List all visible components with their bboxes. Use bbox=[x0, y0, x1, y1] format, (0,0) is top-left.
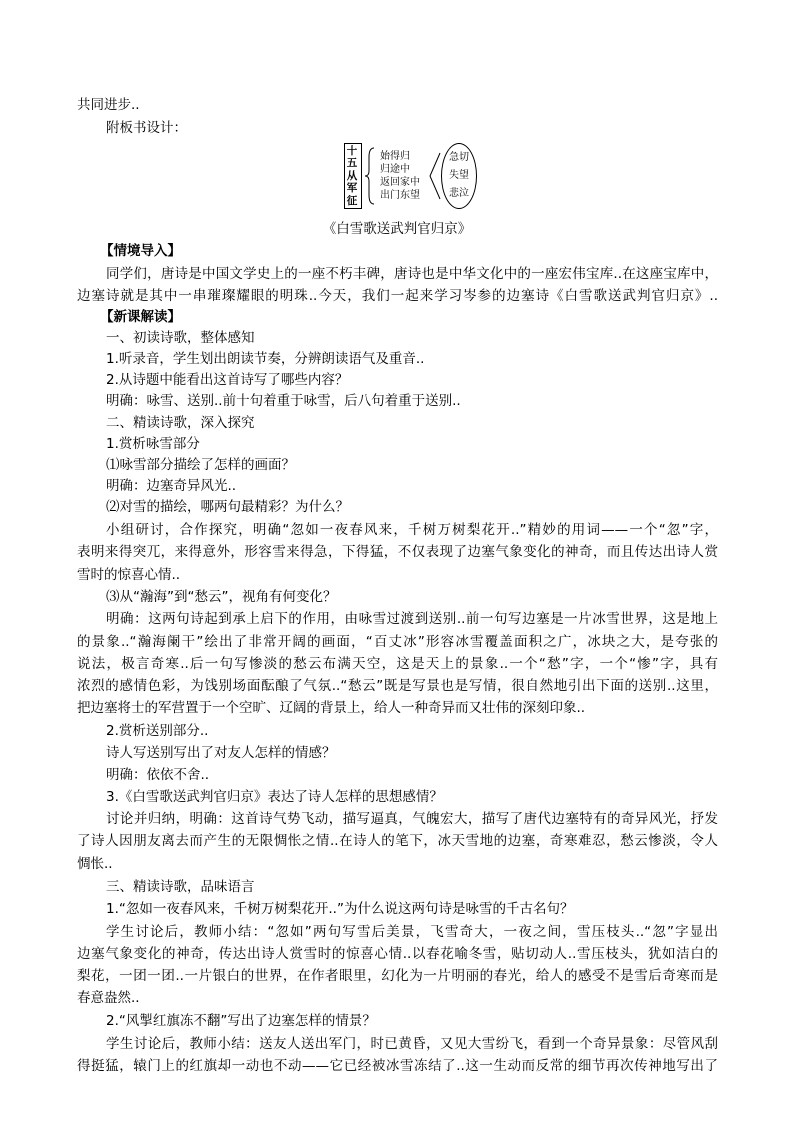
text-line: 3.《白雪歌送武判官归京》表达了诗人怎样的思想感情？ bbox=[106, 789, 443, 805]
text-line: 诗人写送别写出了对友人怎样的情感？ bbox=[106, 745, 336, 761]
text-line: 得挺猛，辕门上的红旗却一动也不动——它已经被冰雪冻结了..这一生动而反常的细节再次传神地写出了 bbox=[77, 1058, 718, 1074]
text-line: 2.赏析送别部分.. bbox=[106, 723, 209, 739]
text-line: 讨论并归纳，明确：这首诗气势飞动，描写逼真，气魄宏大，描写了唐代边塞特有的奇异风光，抒发 bbox=[106, 811, 718, 827]
text-line: ⑴咏雪部分描绘了怎样的画面？ bbox=[106, 457, 295, 473]
text-line: 学生讨论后，教师小结：送友人送出军门，时已黄昏，又见大雪纷飞，看到一个奇异景象：尽管风刮 bbox=[106, 1036, 718, 1052]
section-heading: 【新课解读】 bbox=[100, 309, 181, 325]
text-line: 1.“忽如一夜春风来，千树万树梨花开..”为什么说这两句诗是咏雪的千古名句？ bbox=[106, 901, 574, 917]
text-line: 1.赏析咏雪部分 bbox=[106, 436, 200, 452]
text-line: 明确：依依不舍.. bbox=[106, 767, 210, 783]
board-right-list: 急切 失望 悲泣 bbox=[449, 152, 469, 199]
text-line: 边塞诗就是其中一串璀璨耀眼的明珠..今天，我们一起来学习岑参的边塞诗《白雪歌送武判官归京》.. bbox=[77, 288, 718, 304]
text-line: 梨花，一团一团..一片银白的世界，在作者眼里，幻化为一片明丽的春光，给人的感受不是雪后奇寒而是 bbox=[77, 968, 718, 984]
text-line: 二、精读诗歌，深入探究 bbox=[106, 415, 255, 431]
text-line: 春意盎然.. bbox=[77, 990, 140, 1006]
text-line: 了诗人因朋友离去而产生的无限惆怅之情..在诗人的笔下，冰天雪地的边塞，奇寒难忍，愁云惨淡，令人 bbox=[77, 833, 718, 849]
text-line: 明确：边塞奇异风光.. bbox=[106, 478, 237, 494]
text-line: 的景象..“瀚海阑干”绘出了非常开阔的画面，“百丈冰”形容冰雪覆盖面积之广，冰块之大，是夸张的 bbox=[77, 634, 718, 650]
text-line: 说法，极言奇寒..后一句写惨淡的愁云布满天空，这是天上的景象..一个“愁”字，一个“惨”字，具有 bbox=[77, 656, 718, 672]
text-line: 明确：咏雪、送别..前十句着重于咏雪，后八句着重于送别.. bbox=[106, 393, 461, 409]
text-line: 学生讨论后，教师小结：“忽如”两句写雪后美景，飞雪奇大，一夜之间，雪压枝头..“忽”字显出 bbox=[106, 924, 718, 940]
text-line: 边塞气象变化的神奇，传达出诗人赏雪时的惊喜心情..以春花喻冬雪，贴切动人..雪压枝头，犹如洁白的 bbox=[77, 946, 718, 962]
board-diagram bbox=[344, 143, 480, 211]
text-line: 把边塞将士的军营置于一个空旷、辽阔的背景上，给人一种奇异而又壮伟的深刻印象.. bbox=[77, 700, 586, 716]
text-line: 附板书设计： bbox=[106, 120, 187, 136]
text-line: 雪时的惊喜心情.. bbox=[77, 567, 181, 583]
section-heading: 【情境导入】 bbox=[100, 243, 181, 259]
board-title: 十 五 从 军 征 bbox=[346, 145, 358, 207]
text-line: 表明来得突兀，来得意外，形容雪来得急，下得猛，不仅表现了边塞气象变化的神奇，而且传达出诗人赏 bbox=[77, 544, 718, 560]
text-line: 同学们，唐诗是中国文学史上的一座不朽丰碑，唐诗也是中华文化中的一座宏伟宝库..在这座宝库中， bbox=[106, 266, 718, 282]
text-line: 2.从诗题中能看出这首诗写了哪些内容？ bbox=[106, 372, 349, 388]
poem-title: 《白雪歌送武判官归京》 bbox=[322, 221, 472, 237]
text-line: ⑵对雪的描绘，哪两句最精彩？为什么？ bbox=[106, 499, 349, 515]
text-line: 共同进步.. bbox=[77, 97, 140, 113]
text-line: 1.听录音，学生划出朗读节奏，分辨朗读语气及重音.. bbox=[106, 351, 425, 367]
text-line: ⑶从“瀚海”到“愁云”，视角有何变化？ bbox=[106, 589, 337, 605]
text-line: 小组研讨，合作探究，明确“忽如一夜春风来，千树万树梨花开..”精妙的用词——一个“忽”字， bbox=[106, 522, 718, 538]
text-line: 浓烈的感情色彩，为饯别场面酝酿了气氛..“愁云”既是写景也是写情，很自然地引出下面的送别..这里， bbox=[77, 678, 718, 694]
text-line: 惆怅.. bbox=[77, 856, 113, 872]
text-line: 三、精读诗歌，品味语言 bbox=[106, 879, 255, 895]
board-middle-list: 始得归 归途中 返回家中 出门东望 bbox=[380, 151, 420, 201]
text-line: 2.“风掣红旗冻不翻”写出了边塞怎样的情景？ bbox=[106, 1013, 376, 1029]
text-line: 明确：这两句诗起到承上启下的作用，由咏雪过渡到送别..前一句写边塞是一片冰雪世界，这是地上 bbox=[106, 611, 718, 627]
text-line: 一、初读诗歌，整体感知 bbox=[106, 330, 255, 346]
